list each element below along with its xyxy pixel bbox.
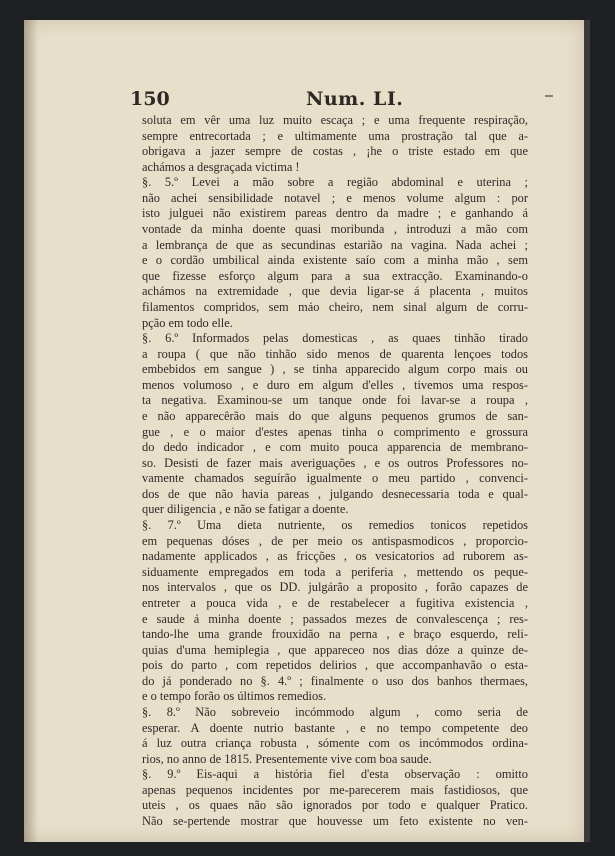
text-line: esperar. A doente nutrio bastante , e no tempo competente deo [142, 720, 528, 735]
text-line: §. 9.º Eis-aqui a história fiel d'esta observação : omitto [142, 767, 528, 782]
text-line: ta negativa. Examinou-se um tanque onde foi lavar-se a roupa , [142, 393, 528, 408]
text-line: achámos na extremidade , que devia ligar-se á placenta , muitos [142, 284, 528, 299]
text-line: rios, no anno de 1815. Presentemente vive com boa saude. [142, 751, 432, 766]
text-line: Não se-pertende mostrar que houvesse um feto existente no ven- [142, 814, 528, 829]
text-line: quias d'uma hemiplegia , que appareceo nos dias dóze a quinze de- [142, 642, 528, 657]
text-line: siduamente empregados em toda a periferia , mettendo os peque- [142, 564, 528, 579]
text-line: achámos a desgraçada victima ! [142, 159, 300, 174]
text-line: menos volumoso , e duro em algum d'elles , tivemos uma respos- [142, 377, 528, 392]
text-line: filamentos compridos, sem máo cheiro, nem sinal algum de corru- [142, 299, 528, 314]
text-line: soluta em vêr uma luz muito escaça ; e uma frequente respiração, [142, 113, 528, 127]
text-line: nos intervalos , que os DD. julgárão a proposito , forão capazes de [142, 580, 528, 595]
text-line: §. 8.º Não sobreveio incómmodo algum , como seria de [142, 704, 528, 719]
gutter-shadow [24, 20, 38, 842]
text-line: e saude á minha doente ; passados mezes de convalescença ; res- [142, 611, 528, 626]
text-line: e não apparecêrão mais do que alguns pequenos grumos de san- [142, 408, 528, 423]
text-line: que fizesse esforço algum para a sua extracção. Examinando-o [142, 268, 528, 283]
margin-mark [545, 95, 553, 97]
text-line: entreter a pouca vida , e de restabelecer a fugitiva existencia , [142, 595, 528, 610]
text-line: dos de que não havia pareas , julgando desnecessaria toda e qual- [142, 486, 528, 501]
text-line: apenas pequenos incidentes por me-parecerem mais fastidiosos, que [142, 782, 528, 797]
page-header [130, 88, 540, 112]
text-line: em pequenas dóses , de per meio os antispasmodicos , proporcio- [142, 533, 528, 548]
text-line: so. Desisti de fazer mais averiguações , e os outros Professores no- [142, 455, 528, 470]
text-line: vontade da minha doente quasi moribunda , introduzi a mão com [142, 222, 528, 237]
text-line: a roupa ( que não tinhão sido menos de quarenta lençoes todos [142, 346, 528, 361]
text-line: §. 5.º Levei a mão sobre a região abdominal e uterina ; [142, 175, 528, 190]
page-number: 150 [130, 88, 170, 110]
text-line: uteis , os quaes não são ignorados por todo e qualquer Pratico. [142, 798, 528, 813]
text-line: á luz outra criança robusta , sómente com os incómmodos ordina- [142, 736, 528, 751]
text-line: embebidos em sangue ) , se tinha apparecido algum corpo mais ou [142, 362, 528, 377]
text-line: isto julguei não existirem pareas dentro da madre ; e ganhando á [142, 206, 528, 221]
text-line: obrigava a jazer sempre de costas , ¡he o triste estado em que [142, 144, 528, 159]
text-line: e o cordão umbilical ainda existente saío com a minha mão , sem [142, 253, 528, 268]
text-line: vamente chamados seguírão igualmente o meu partido , convenci- [142, 471, 528, 486]
text-line: §. 7.º Uma dieta nutriente, os remedios tonicos repetidos [142, 518, 528, 533]
text-line: sempre entrecortada ; e ultimamente uma prostração tal que a- [142, 128, 528, 143]
text-line: do já ponderado no §. 4.º ; finalmente o uso dos banhos thermaes, [142, 673, 528, 688]
body-text [142, 113, 528, 830]
text-line: pois do parto , com repetidos delirios , que accompanhavão o esta- [142, 658, 528, 673]
text-line: §. 6.º Informados pelas domesticas , as quaes tinhão tirado [142, 331, 528, 346]
text-line: a lembrança de que as secundinas estarião na vagina. Nada achei ; [142, 237, 528, 252]
text-line: quer diligencia , e não se fatigar a doente. [142, 502, 349, 517]
text-line: nadamente applicados , as fricções , os vesicatorios ad ruborem as- [142, 549, 528, 564]
page-edge [584, 20, 590, 842]
text-line: não achei sensibilidade notavel ; e menos volume algum : por [142, 190, 528, 205]
text-line: tando-lhe uma grande frouxidão na perna , e braço esquerdo, reli- [142, 627, 528, 642]
running-title: Num. LI. [306, 88, 404, 110]
text-line: e o tempo forão os últimos remedios. [142, 689, 327, 704]
text-line: gue , e o maior d'estes apenas tinha o comprimento e grossura [142, 424, 528, 439]
text-line: pção em todo elle. [142, 315, 233, 330]
text-line: do dedo indicador , e com muito pouca apparencia de membrano- [142, 440, 528, 455]
